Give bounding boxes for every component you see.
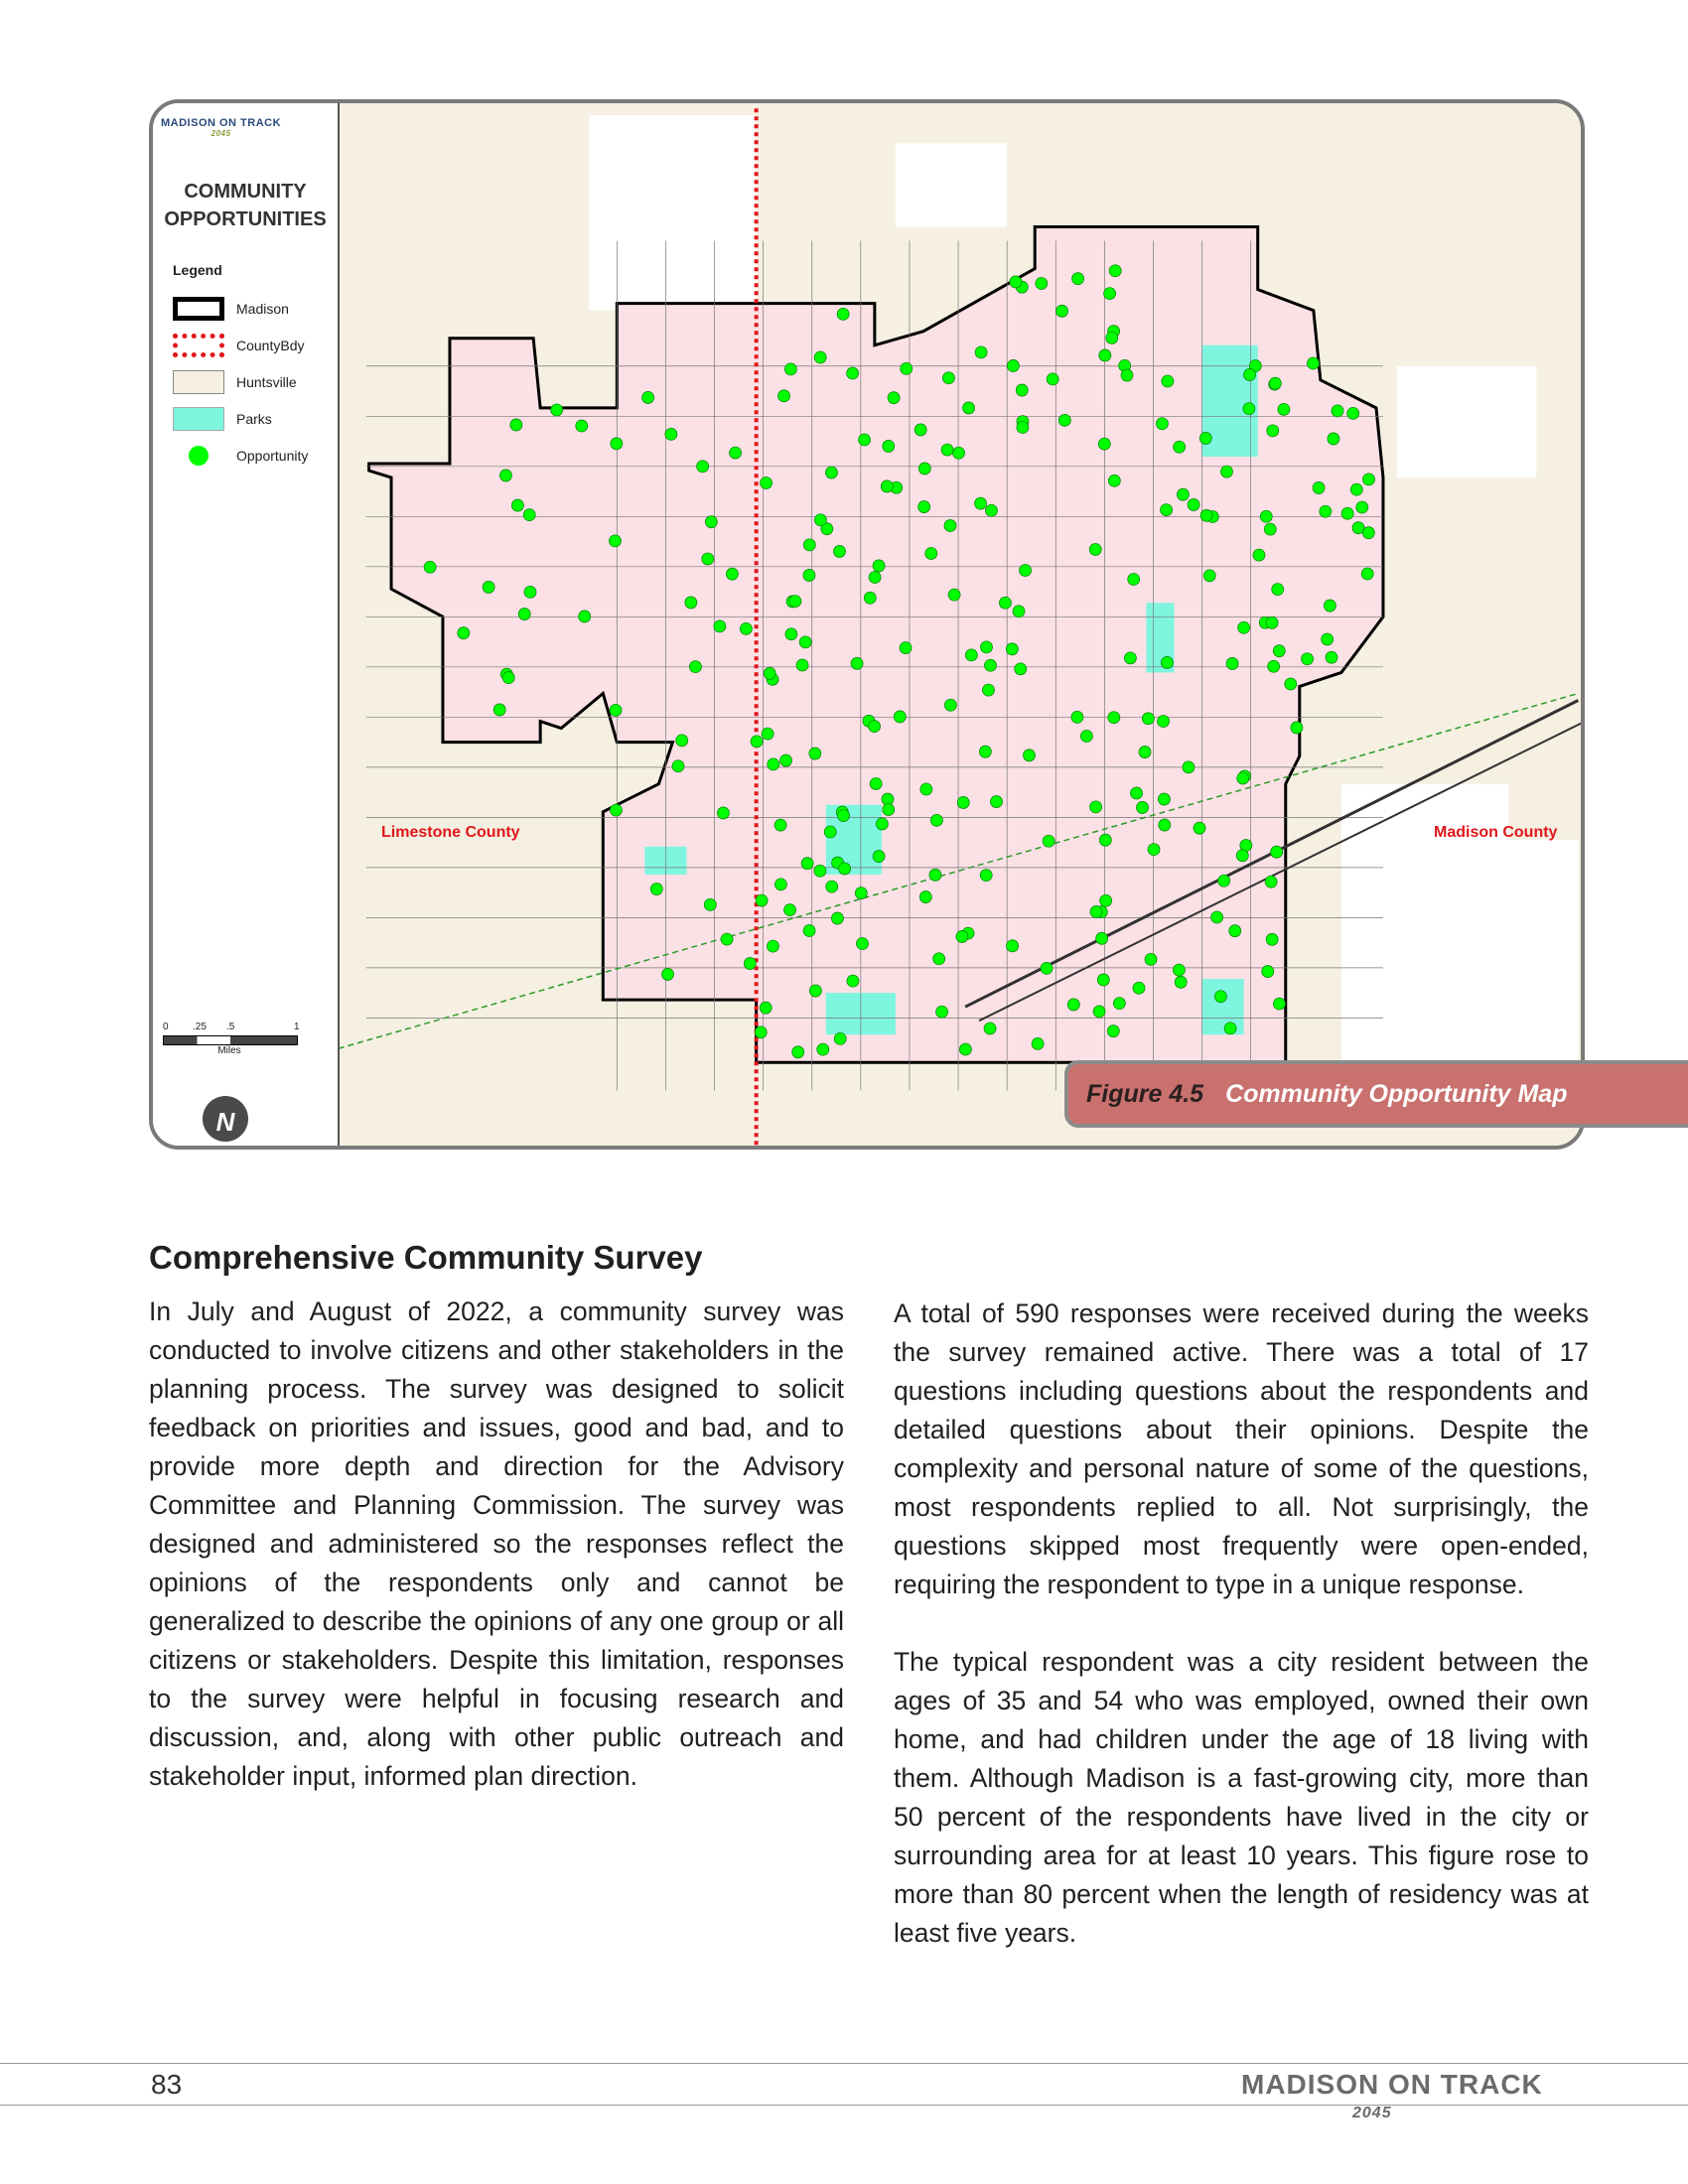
opportunity-point [1099,349,1111,361]
footer-logo-year: 2045 [1352,2105,1392,2121]
opportunity-point [1262,966,1274,978]
opportunity-point [975,497,987,509]
opportunity-point [756,894,768,906]
opportunity-point [1108,475,1120,486]
opportunity-point [1013,606,1025,617]
opportunity-point [792,1046,804,1058]
opportunity-point [1159,819,1171,831]
opportunity-point [856,937,868,949]
opportunity-point [814,865,826,877]
body-paragraph: A total of 590 responses were received during the weeks the survey remained active. There was a total of 17 questions including questions about the respondents and detailed questions about their opinions. Despite the complexity and personal nature of some of the questions, most respondents replied to all. Not surprisingly, the questions skipped most frequently were open-ended, requiring the respondent to type in a unique response. [894,1298,1589,1599]
opportunity-point [610,804,622,816]
figure-caption [1064,1060,1688,1128]
opportunity-point [1174,441,1186,453]
opportunity-point [837,308,849,320]
opportunity-point [1285,678,1297,690]
opportunity-point [883,803,895,815]
opportunity-point [744,958,756,970]
opportunity-point [834,545,846,557]
opportunity-point [855,887,867,899]
footer-logo [1235,2069,1549,2121]
opportunity-point [774,819,786,831]
opportunity-point [826,881,838,892]
opportunity-point [869,721,881,733]
opportunity-point [999,597,1011,609]
opportunity-point [502,672,514,684]
opportunity-point [576,420,588,432]
opportunity-point [1161,656,1173,668]
opportunity-point [424,561,436,573]
opportunity-point [784,363,796,375]
opportunity-point [1017,422,1029,434]
opportunity-point [1056,305,1068,317]
opportunity-point [817,1043,829,1055]
footer-divider [0,2063,1688,2064]
scale-unit: Miles [217,1045,241,1056]
huntsville-swatch [173,370,224,394]
legend-item-huntsville [173,367,297,397]
map-title-line2: OPPORTUNITIES [164,208,327,230]
opportunity-point [704,898,716,910]
opportunity-point [1089,544,1101,556]
body-paragraph: In July and August of 2022, a community survey was conducted to involve citizens and other stakeholders in the planning process. The survey was designed to solicit feedback on priorities and issues, good and bad, and to provide more depth and direction for the Advisory Committee and Planning Commission. The survey was designed and administered so the responses reflect the opinions of the respondents only and cannot be generalized to describe the opinions of any one group or all citizens or stakeholders. Despite this limitation, responses to the survey were helpful in focusing research and discussion, and, along with other public outreach and stakeholder input, informed plan direction. [149,1297,844,1791]
opportunity-point [1162,375,1174,387]
opportunity-point [965,649,977,661]
opportunity-point [809,748,821,759]
opportunity-point [803,924,815,936]
opportunity-point [778,390,790,402]
opportunity-point [944,520,956,532]
opportunity-point [785,628,797,640]
opportunity-point [1322,633,1334,645]
opportunity-point [1032,1037,1044,1049]
opportunity-point [761,477,773,488]
opportunity-point [1356,501,1368,513]
map-title [153,178,338,233]
legend-label: Huntsville [236,374,297,390]
opportunity-point [1121,369,1133,381]
opportunity-point [702,553,714,565]
opportunity-point [847,975,859,987]
opportunity-point [1268,660,1280,672]
scale-tick: .5 [226,1022,235,1032]
opportunity-point [665,428,677,440]
opportunity-point [1362,527,1374,539]
opportunity-point [864,592,876,604]
opportunity-point [953,447,965,459]
opportunity-point [1260,510,1272,522]
left-column [149,1293,844,1835]
opportunity-point [1236,850,1248,862]
opportunity-point [936,1006,948,1018]
opportunity-point [1093,1006,1105,1018]
opportunity-point [888,392,900,404]
opportunity-point [676,735,688,747]
opportunity-point [834,1032,846,1044]
parks-swatch [173,407,224,431]
opportunity-point [869,572,881,584]
north-arrow-icon [203,1096,248,1142]
opportunity-point [1136,801,1148,813]
opportunity-point [1320,505,1332,517]
opportunity-point [1313,481,1325,493]
opportunity-point [809,985,821,997]
opportunity-point [1188,498,1199,510]
opportunity-point [1265,876,1277,887]
opportunity-point [1291,722,1303,734]
opportunity-point [1156,418,1168,430]
opportunity-point [1098,438,1110,450]
opportunity-point [774,879,786,890]
opportunity-point [523,509,535,521]
body-paragraph: The typical respondent was a city resident between the ages of 35 and 54 who was employed, owned their own home, and had children under the age of 18 living with them. Although Madison is a fast-growing city, more than 50 percent of the respondents have lived in the city or surrounding area for at least 10 years. This figure rose to more than 80 percent when the length of residency was at least five years. [894,1647,1589,1948]
opportunity-point [672,760,684,772]
opportunity-point [1273,998,1285,1010]
unincorporated-area [1453,840,1578,1062]
opportunity-point [873,851,885,863]
opportunity-point [662,968,674,980]
opportunity-point [1109,265,1121,277]
opportunity-point [1023,750,1035,761]
opportunity-point [948,589,960,601]
unincorporated-area [1397,366,1536,478]
opportunity-point [894,711,906,723]
map-legend-panel [153,103,340,1146]
opportunity-point [1099,834,1111,846]
opportunity-point [918,501,930,513]
opportunity-point [1067,999,1079,1011]
opportunity-point [1041,962,1053,974]
opportunity-point [730,447,742,459]
opportunity-point [929,869,941,881]
opportunity-point [1264,523,1276,535]
opportunity-point [610,704,622,716]
opportunity-point [796,659,808,671]
opportunity-point [609,535,621,547]
north-label: N [215,1107,235,1137]
opportunity-point [458,627,470,639]
opportunity-point [510,419,522,431]
opportunity-point [1104,288,1116,300]
opportunity-point [985,504,997,516]
page-number: 83 [151,2069,183,2100]
opportunity-point [740,622,752,634]
opportunity-point [483,581,494,593]
scale-bar [163,1022,312,1056]
opportunity-point [1238,621,1250,633]
opportunity-point [918,463,930,475]
opportunity-point [1097,974,1109,986]
opportunity-point [1047,373,1058,385]
countybdy-swatch [173,334,224,357]
opportunity-point [831,912,843,924]
opportunity-point [1363,474,1375,485]
opportunity-point [933,953,945,965]
opportunity-point [1266,933,1278,945]
opportunity-point [1058,414,1070,426]
opportunity-point [1229,925,1241,937]
opportunity-swatch [173,444,224,468]
legend-item-parks [173,404,272,434]
opportunity-point [779,754,791,766]
opportunity-point [1177,488,1189,500]
opportunity-point [1253,549,1265,561]
opportunity-point [975,346,987,358]
map-title-line1: COMMUNITY [184,181,307,203]
opportunity-point [1072,273,1084,285]
opportunity-point [726,568,738,580]
opportunity-point [1237,772,1249,784]
legend-heading: Legend [173,262,222,278]
figure-number: Figure 4.5 [1086,1079,1204,1108]
opportunity-point [942,372,954,384]
right-column [894,1295,1589,1991]
opportunity-point [914,424,926,436]
opportunity-point [876,818,888,830]
opportunity-point [801,858,813,870]
opportunity-point [1175,976,1187,988]
opportunity-point [768,758,779,770]
opportunity-point [982,684,994,696]
opportunity-point [1328,433,1339,445]
opportunity-point [1194,822,1205,834]
opportunity-point [1211,911,1223,923]
scale-tick: 0 [163,1022,169,1032]
opportunity-point [721,933,733,945]
madison-county-label: Madison County [1434,824,1558,841]
opportunity-point [714,620,726,632]
opportunity-point [944,699,956,711]
legend-item-opportunity [173,441,308,471]
opportunity-point [956,930,968,942]
opportunity-point [764,667,775,679]
madison-swatch [173,297,224,321]
opportunity-point [851,657,863,669]
opportunity-point [1244,368,1256,380]
opportunity-point [1158,716,1170,728]
opportunity-point [1243,403,1255,415]
opportunity-point [551,404,563,416]
opportunity-point [1302,653,1314,665]
opportunity-point [1131,787,1143,799]
opportunity-point [751,736,763,748]
opportunity-point [755,1026,767,1038]
opportunity-point [824,826,836,838]
opportunity-point [642,391,654,403]
opportunity-point [579,611,591,622]
opportunity-point [839,863,851,875]
opportunity-point [814,514,826,526]
opportunity-point [1341,507,1353,519]
opportunity-point [1071,711,1083,723]
opportunity-point [1332,405,1343,417]
legend-label: Madison [236,301,289,317]
unincorporated-area [896,143,1007,226]
limestone-county-label: Limestone County [381,824,520,841]
opportunity-point [685,597,697,609]
opportunity-point [1158,793,1170,805]
opportunity-point [990,796,1002,808]
scale-tick: 1 [294,1022,300,1032]
opportunity-point [767,940,778,952]
opportunity-point [1124,652,1136,664]
opportunity-point [697,461,709,473]
park-area [1202,979,1244,1034]
opportunity-point [493,704,505,716]
opportunity-point [1107,1025,1119,1037]
opportunity-point [717,807,729,819]
opportunity-point [1224,1023,1236,1034]
opportunity-point [1020,565,1032,577]
legend-label: Parks [236,411,272,427]
opportunity-point [1015,663,1027,675]
opportunity-point [883,440,895,452]
opportunity-point [859,434,871,446]
opportunity-point [919,891,931,903]
opportunity-point [1080,731,1092,743]
opportunity-point [881,480,893,492]
logo-year: 2045 [211,129,231,138]
opportunity-point [1226,657,1238,669]
legend-item-countybdy [173,331,304,360]
section-heading: Comprehensive Community Survey [149,1239,703,1276]
opportunity-point [1203,570,1215,582]
opportunity-point [1139,747,1151,758]
opportunity-point [762,728,774,740]
opportunity-point [925,547,937,559]
opportunity-point [1036,277,1048,289]
opportunity-point [1214,991,1226,1003]
opportunity-point [1148,844,1160,856]
opportunity-point [984,1023,996,1034]
opportunity-point [1090,801,1102,813]
opportunity-point [611,438,623,450]
opportunity-point [1266,616,1278,628]
opportunity-point [518,609,530,620]
opportunity-point [789,596,801,608]
opportunity-point [705,516,717,528]
opportunity-point [825,467,837,478]
opportunity-point [1161,504,1173,516]
opportunity-point [1361,568,1373,580]
opportunity-point [803,539,815,551]
madison-on-track-logo [161,117,281,138]
opportunity-point [901,362,913,374]
opportunity-point [963,402,975,414]
opportunity-point [1220,466,1232,478]
opportunity-point [957,796,969,808]
map-canvas [153,103,1585,1150]
opportunity-point [837,810,849,822]
opportunity-point [979,746,991,757]
opportunity-point [1307,357,1319,369]
opportunity-point [1278,403,1290,415]
opportunity-point [873,560,885,572]
opportunity-point [959,1043,971,1055]
opportunity-point [1273,645,1285,657]
opportunity-point [1090,905,1102,917]
opportunity-point [1128,574,1140,586]
opportunity-point [1269,377,1281,389]
opportunity-point [1106,332,1118,343]
scale-tick: .25 [193,1022,207,1032]
opportunity-point [930,814,942,826]
opportunity-point [1007,940,1019,952]
opportunity-point [1347,407,1359,419]
opportunity-point [524,586,536,598]
opportunity-point [650,884,662,895]
logo-text: MADISON ON TRACK [161,117,282,129]
opportunity-point [1199,432,1211,444]
opportunity-point [920,783,932,795]
opportunity-point [1272,584,1284,596]
opportunity-point [1007,359,1019,371]
opportunity-point [1200,509,1212,521]
opportunity-point [689,661,701,673]
opportunity-point [1108,712,1120,724]
opportunity-point [760,1002,772,1014]
opportunity-point [814,351,826,363]
opportunity-point [1183,761,1195,773]
opportunity-point [1133,982,1145,994]
opportunity-point [980,641,992,653]
opportunity-point [1010,276,1022,288]
opportunity-point [941,444,953,456]
opportunity-point [1100,894,1112,906]
opportunity-point [847,367,859,379]
unincorporated-area [589,115,756,310]
opportunity-point [1016,384,1028,396]
footer-logo-text: MADISON ON TRACK [1241,2069,1543,2100]
legend-label: CountyBdy [236,338,305,353]
opportunity-point [980,870,992,882]
opportunity-point [1043,835,1055,847]
opportunity-point [1218,875,1230,887]
opportunity-point [803,569,815,581]
figure-title: Community Opportunity Map [1225,1079,1568,1108]
legend-item-madison [173,294,289,324]
opportunity-point [799,636,811,648]
opportunity-point [1271,846,1283,858]
opportunity-point [900,642,912,654]
opportunity-point [1113,998,1125,1010]
opportunity-point [1142,713,1154,725]
opportunity-point [1324,600,1336,612]
opportunity-point [1173,964,1185,976]
legend-label: Opportunity [236,448,309,464]
opportunity-point [1350,483,1362,495]
opportunity-point [985,659,997,671]
opportunity-point [870,777,882,789]
opportunity-point [1096,932,1108,944]
opportunity-point [1326,651,1337,663]
opportunity-point [1267,425,1279,437]
community-opportunity-map [149,99,1585,1150]
footer-divider [0,2105,1688,2106]
opportunity-point [784,904,796,916]
opportunity-point [499,470,511,481]
opportunity-point [1006,643,1018,655]
opportunity-point [511,499,523,511]
opportunity-point [1145,953,1157,965]
